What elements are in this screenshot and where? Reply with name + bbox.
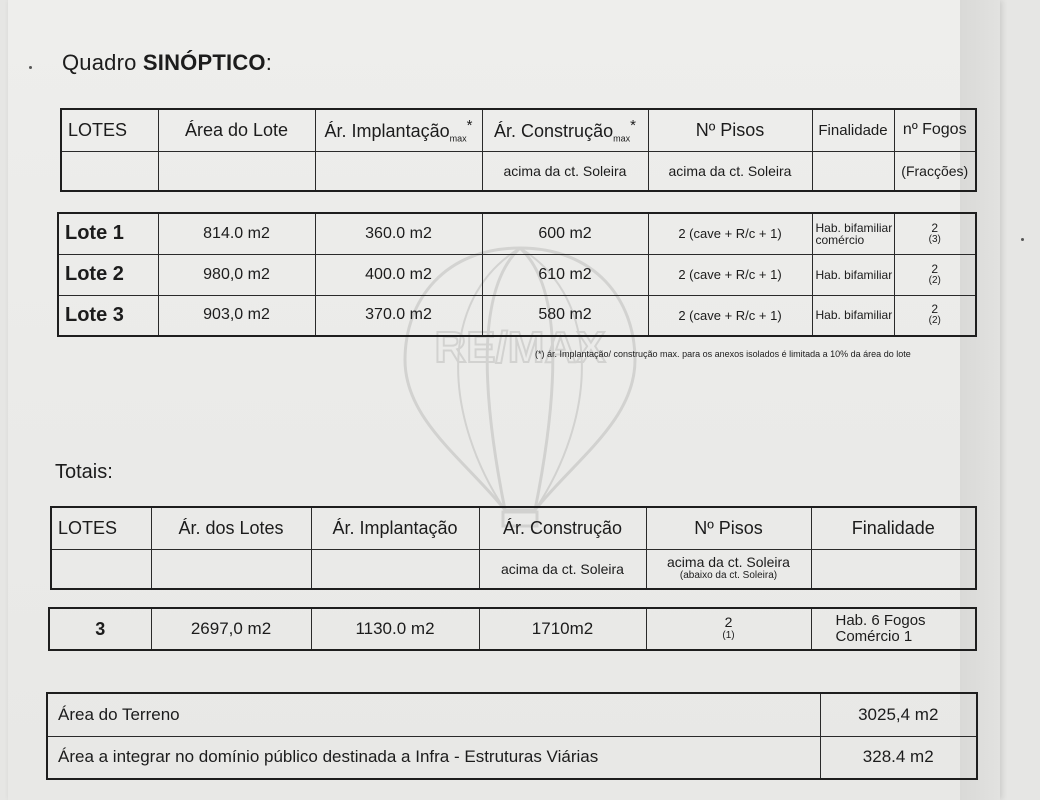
- lot-fogos-count: 2: [931, 261, 939, 276]
- totals-pisos-acima: 2: [724, 614, 733, 630]
- lot-finalidade: [812, 254, 894, 295]
- lot-name: Lote 2: [58, 254, 158, 295]
- summary-label: Área do Terreno: [47, 693, 820, 736]
- max-subscript: max: [613, 133, 631, 144]
- speck: [29, 66, 32, 69]
- lot-fogos: [894, 213, 976, 254]
- header-finalidade: Finalidade: [812, 109, 894, 151]
- lot-fraccoes: (3): [928, 233, 941, 245]
- totals-header-implantacao: Ár. Implantação: [311, 507, 479, 549]
- lot-construcao: 610 m2: [482, 254, 648, 295]
- lot-implantacao: 360.0 m2: [315, 213, 482, 254]
- empty-cell: [311, 549, 479, 589]
- totals-finalidade-line2: Comércio 1: [835, 628, 913, 645]
- totals-header-lotes: LOTES: [51, 507, 151, 549]
- lot-fogos: [894, 295, 976, 336]
- subheader-acima-pisos: acima da ct. Soleira: [648, 151, 812, 191]
- summary-value: 328.4 m2: [820, 736, 977, 779]
- header-implantacao: [315, 109, 482, 151]
- totals-header-area-lotes: Ár. dos Lotes: [151, 507, 311, 549]
- empty-cell: [812, 151, 894, 191]
- totals-area-lotes: 2697,0 m2: [151, 608, 311, 650]
- header-construcao-label: Ár. Construção: [494, 120, 614, 141]
- lots-table: [57, 212, 977, 337]
- totals-table: [48, 607, 977, 651]
- table-row: [47, 693, 977, 736]
- totals-lotes: 3: [49, 608, 151, 650]
- summary-label: Área a integrar no domínio público destinada a Infra - Estruturas Viárias: [47, 736, 820, 779]
- watermark-text: RE/MAX: [434, 323, 606, 372]
- title-bold: SINÓPTICO: [142, 50, 266, 75]
- lot-fogos: [894, 254, 976, 295]
- lot-fraccoes: (2): [928, 274, 941, 286]
- totals-heading: Totais:: [55, 461, 113, 483]
- totals-header-construcao: Ár. Construção: [479, 507, 646, 549]
- totals-pisos: [646, 608, 811, 650]
- totals-pisos-abaixo: (1): [722, 630, 735, 641]
- lot-pisos: 2 (cave + R/c + 1): [648, 295, 812, 336]
- totals-subheader-acima-pisos: acima da ct. Soleira: [667, 553, 790, 570]
- table-row: [58, 254, 976, 295]
- totals-construcao: 1710m2: [479, 608, 646, 650]
- totals-subheader-acima-construcao: acima da ct. Soleira: [479, 549, 646, 589]
- synoptic-header-table: [60, 108, 977, 192]
- header-fogos: nº Fogos: [894, 109, 976, 151]
- lot-fogos-count: 2: [931, 302, 939, 317]
- lot-name: Lote 3: [58, 295, 158, 336]
- lot-area: 814.0 m2: [158, 213, 315, 254]
- lot-finalidade-line2: comércio: [815, 232, 865, 247]
- lot-implantacao: 400.0 m2: [315, 254, 482, 295]
- header-lotes: LOTES: [61, 109, 158, 151]
- lot-fraccoes: (2): [928, 315, 941, 327]
- lot-area: 980,0 m2: [158, 254, 315, 295]
- header-area-lote: Área do Lote: [158, 109, 315, 151]
- lot-finalidade: [812, 213, 894, 254]
- table-row: [58, 213, 976, 254]
- totals-subheader-pisos: [646, 549, 811, 589]
- lot-implantacao: 370.0 m2: [315, 295, 482, 336]
- lot-finalidade-line1: Hab. bifamiliar: [815, 308, 893, 323]
- lot-finalidade-line1: Hab. bifamiliar: [815, 220, 893, 235]
- page-title: [62, 50, 272, 76]
- totals-header-finalidade: Finalidade: [811, 507, 976, 549]
- max-subscript: max: [449, 133, 467, 144]
- empty-cell: [51, 549, 151, 589]
- lot-fogos-count: 2: [931, 220, 939, 235]
- lot-name: Lote 1: [58, 213, 158, 254]
- lot-area: 903,0 m2: [158, 295, 315, 336]
- totals-header-table: [50, 506, 977, 590]
- lot-finalidade: [812, 295, 894, 336]
- header-construcao: [482, 109, 648, 151]
- table-row: [47, 736, 977, 779]
- totals-subheader-abaixo: (abaixo da ct. Soleira): [679, 569, 778, 581]
- summary-value: 3025,4 m2: [820, 693, 977, 736]
- empty-cell: [61, 151, 158, 191]
- header-implantacao-label: Ár. Implantação: [324, 120, 450, 141]
- subheader-acima-construcao: acima da ct. Soleira: [482, 151, 648, 191]
- totals-implantacao: 1130.0 m2: [311, 608, 479, 650]
- footnote: (*) ár. Implantação/ construção max. para os anexos isolados é limitada a 10% da área do lote: [535, 349, 911, 359]
- title-suffix: :: [265, 50, 273, 75]
- header-pisos: Nº Pisos: [648, 109, 812, 151]
- subheader-fraccoes: (Fracções): [894, 151, 976, 191]
- lot-pisos: 2 (cave + R/c + 1): [648, 213, 812, 254]
- asterisk: *: [630, 116, 636, 134]
- empty-cell: [158, 151, 315, 191]
- table-row: [49, 608, 976, 650]
- title-prefix: Quadro: [62, 50, 143, 75]
- totals-header-pisos: Nº Pisos: [646, 507, 811, 549]
- asterisk: *: [466, 116, 473, 134]
- summary-table: [46, 692, 978, 780]
- totals-finalidade-line1: Hab. 6 Fogos: [835, 612, 926, 629]
- lot-construcao: 580 m2: [482, 295, 648, 336]
- lot-finalidade-line1: Hab. bifamiliar: [815, 267, 893, 282]
- lot-construcao: 600 m2: [482, 213, 648, 254]
- table-row: [58, 295, 976, 336]
- empty-cell: [811, 549, 976, 589]
- speck: [1021, 238, 1024, 241]
- totals-finalidade: [811, 608, 976, 650]
- empty-cell: [315, 151, 482, 191]
- empty-cell: [151, 549, 311, 589]
- lot-pisos: 2 (cave + R/c + 1): [648, 254, 812, 295]
